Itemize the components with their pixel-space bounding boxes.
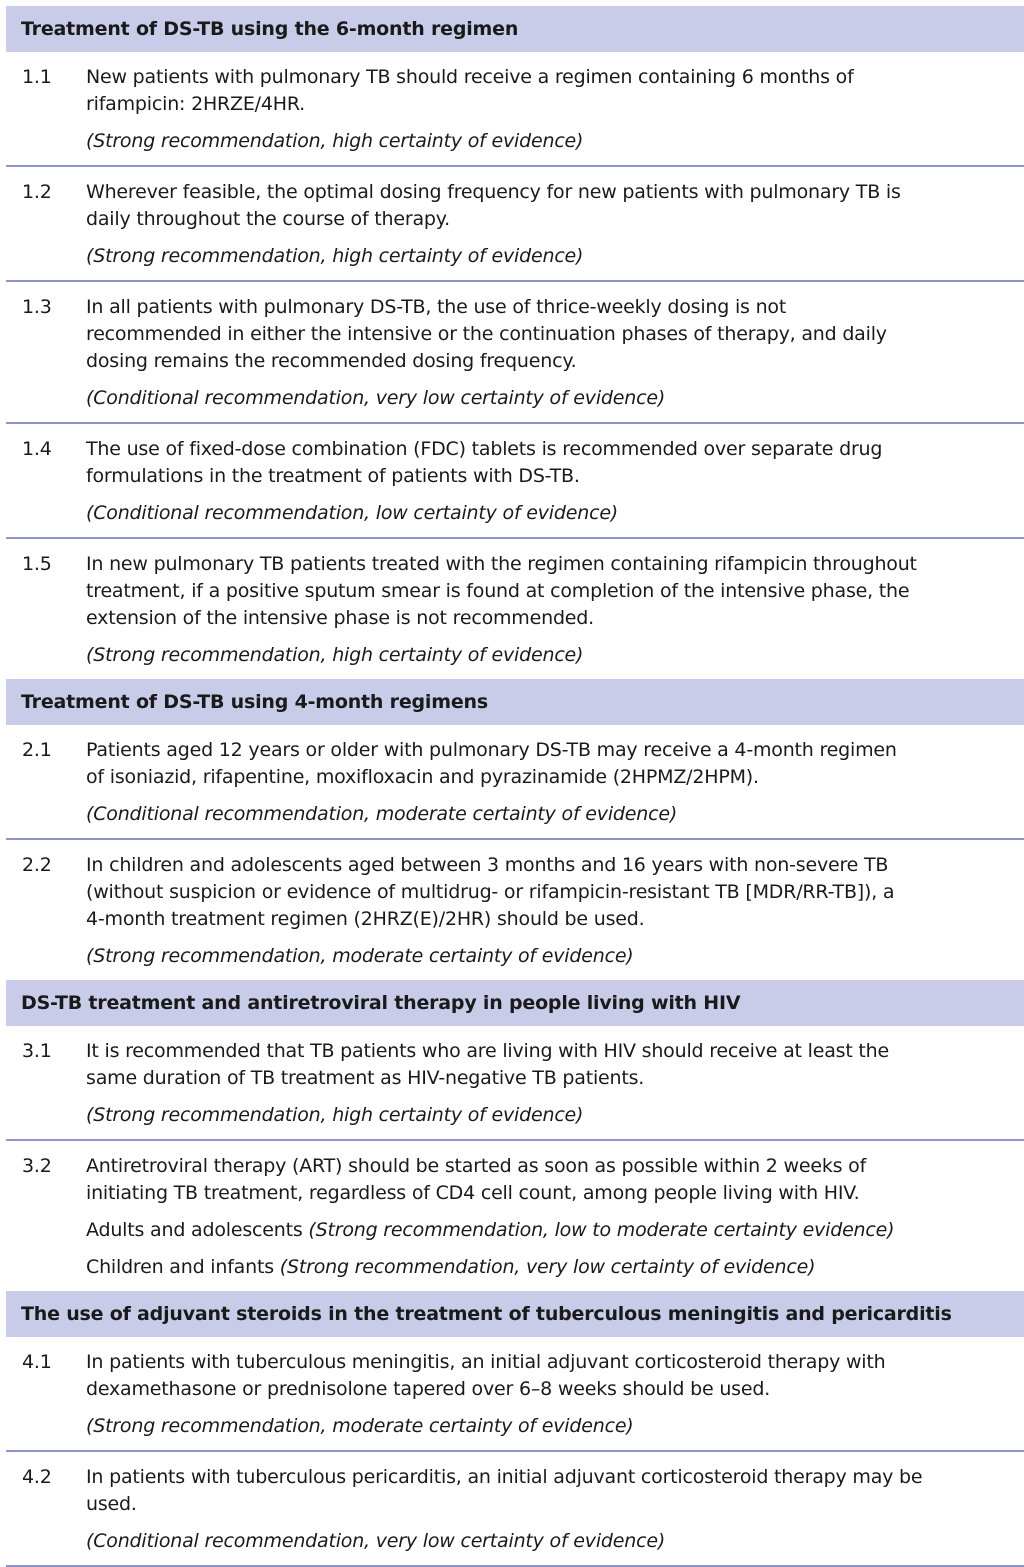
recommendation-strength: (Strong recommendation, moderate certainty of evidence)	[86, 1415, 634, 1437]
recommendation-number: 1.2	[22, 181, 52, 203]
subgroup-label: Adults and adolescents	[86, 1219, 309, 1241]
recommendation-text-line: The use of fixed-dose combination (FDC) tablets is recommended over separate drug	[86, 438, 883, 460]
recommendation-row	[6, 52, 1024, 167]
recommendation-text-line: In patients with tuberculous pericarditis, an initial adjuvant corticosteroid therapy may be	[86, 1466, 923, 1488]
recommendation-text	[86, 167, 1024, 233]
recommendation-strength: (Strong recommendation, moderate certainty of evidence)	[86, 945, 634, 967]
section-header-adjuvant-steroids: The use of adjuvant steroids in the treatment of tuberculous meningitis and pericarditis	[6, 1291, 1024, 1337]
subgroup-strength: (Strong recommendation, very low certainty of evidence)	[279, 1256, 816, 1278]
recommendation-row	[6, 167, 1024, 282]
recommendation-number: 4.1	[22, 1351, 52, 1373]
recommendation-strength: (Conditional recommendation, very low certainty of evidence)	[86, 1530, 666, 1552]
recommendation-text-line: rifampicin: 2HRZE/4HR.	[86, 93, 306, 115]
recommendation-text-line: 4-month treatment regimen (2HRZ(E)/2HR) should be used.	[86, 908, 645, 930]
recommendation-strength: (Conditional recommendation, very low certainty of evidence)	[86, 387, 666, 409]
recommendation-strength: (Strong recommendation, high certainty of evidence)	[86, 245, 584, 267]
recommendation-text-line: treatment, if a positive sputum smear is found at completion of the intensive phase, the	[86, 580, 910, 602]
recommendation-text-line: of isoniazid, rifapentine, moxifloxacin and pyrazinamide (2HPMZ/2HPM).	[86, 766, 759, 788]
subgroup-label: Children and infants	[86, 1256, 280, 1278]
subgroup-strength: (Strong recommendation, low to moderate certainty evidence)	[308, 1219, 895, 1241]
recommendation-strength: (Strong recommendation, high certainty of evidence)	[86, 130, 584, 152]
recommendation-text-line: recommended in either the intensive or the continuation phases of therapy, and daily	[86, 323, 887, 345]
recommendation-text-line: formulations in the treatment of patients with DS-TB.	[86, 465, 580, 487]
recommendation-text	[86, 424, 1024, 490]
recommendation-text-line: initiating TB treatment, regardless of CD4 cell count, among people living with HIV.	[86, 1182, 860, 1204]
recommendation-row	[6, 282, 1024, 424]
recommendation-text	[86, 1452, 1024, 1518]
recommendation-row	[6, 1141, 1024, 1291]
recommendation-text-line: Patients aged 12 years or older with pulmonary DS-TB may receive a 4-month regimen	[86, 739, 897, 761]
recommendation-number: 3.1	[22, 1040, 52, 1062]
recommendation-subgroup	[86, 1217, 1024, 1244]
recommendation-text-line: Antiretroviral therapy (ART) should be started as soon as possible within 2 weeks of	[86, 1155, 867, 1177]
recommendation-number: 1.5	[22, 553, 52, 575]
recommendation-text-line: In new pulmonary TB patients treated with the regimen containing rifampicin throughout	[86, 553, 917, 575]
section-header-hiv-art: DS-TB treatment and antiretroviral therapy in people living with HIV	[6, 980, 1024, 1026]
recommendation-row	[6, 725, 1024, 840]
recommendation-text	[86, 52, 1024, 118]
recommendation-number: 1.4	[22, 438, 52, 460]
recommendation-text-line: New patients with pulmonary TB should receive a regimen containing 6 months of	[86, 66, 854, 88]
recommendation-row	[6, 840, 1024, 980]
recommendation-text-line: same duration of TB treatment as HIV-negative TB patients.	[86, 1067, 645, 1089]
recommendation-text	[86, 539, 1024, 632]
recommendation-text-line: In patients with tuberculous meningitis, an initial adjuvant corticosteroid therapy with	[86, 1351, 886, 1373]
recommendation-text-line: (without suspicion or evidence of multidrug- or rifampicin-resistant TB [MDR/RR-TB]), a	[86, 881, 895, 903]
recommendation-text	[86, 1337, 1024, 1403]
recommendation-text-line: Wherever feasible, the optimal dosing frequency for new patients with pulmonary TB is	[86, 181, 901, 203]
recommendation-row	[6, 1026, 1024, 1141]
recommendation-text	[86, 1141, 1024, 1207]
recommendation-number: 2.2	[22, 854, 52, 876]
recommendation-subgroup	[86, 1254, 1024, 1291]
recommendation-text-line: In children and adolescents aged between 3 months and 16 years with non-severe TB	[86, 854, 889, 876]
recommendation-number: 1.3	[22, 296, 52, 318]
recommendation-number: 3.2	[22, 1155, 52, 1177]
recommendation-text-line: extension of the intensive phase is not recommended.	[86, 607, 594, 629]
recommendation-number: 2.1	[22, 739, 52, 761]
section-header-six-month-regimen: Treatment of DS-TB using the 6-month regimen	[6, 6, 1024, 52]
recommendation-text-line: It is recommended that TB patients who are living with HIV should receive at least the	[86, 1040, 890, 1062]
recommendation-strength: (Strong recommendation, high certainty of evidence)	[86, 644, 584, 666]
recommendation-strength: (Strong recommendation, high certainty of evidence)	[86, 1104, 584, 1126]
recommendation-row	[6, 1452, 1024, 1567]
recommendation-text-line: used.	[86, 1493, 137, 1515]
recommendation-text-line: dexamethasone or prednisolone tapered over 6–8 weeks should be used.	[86, 1378, 771, 1400]
recommendation-text-line: dosing remains the recommended dosing frequency.	[86, 350, 577, 372]
recommendation-text	[86, 282, 1024, 375]
recommendation-row	[6, 1337, 1024, 1452]
recommendation-number: 1.1	[22, 66, 52, 88]
recommendations-table	[6, 0, 1024, 1567]
recommendation-strength: (Conditional recommendation, moderate certainty of evidence)	[86, 803, 678, 825]
recommendation-text	[86, 1026, 1024, 1092]
recommendation-text-line: In all patients with pulmonary DS-TB, the use of thrice-weekly dosing is not	[86, 296, 787, 318]
recommendation-text	[86, 725, 1024, 791]
recommendation-number: 4.2	[22, 1466, 52, 1488]
recommendation-row	[6, 539, 1024, 679]
recommendation-row	[6, 424, 1024, 539]
recommendation-text-line: daily throughout the course of therapy.	[86, 208, 450, 230]
section-header-four-month-regimens: Treatment of DS-TB using 4-month regimens	[6, 679, 1024, 725]
recommendation-strength: (Conditional recommendation, low certainty of evidence)	[86, 502, 619, 524]
recommendation-text	[86, 840, 1024, 933]
